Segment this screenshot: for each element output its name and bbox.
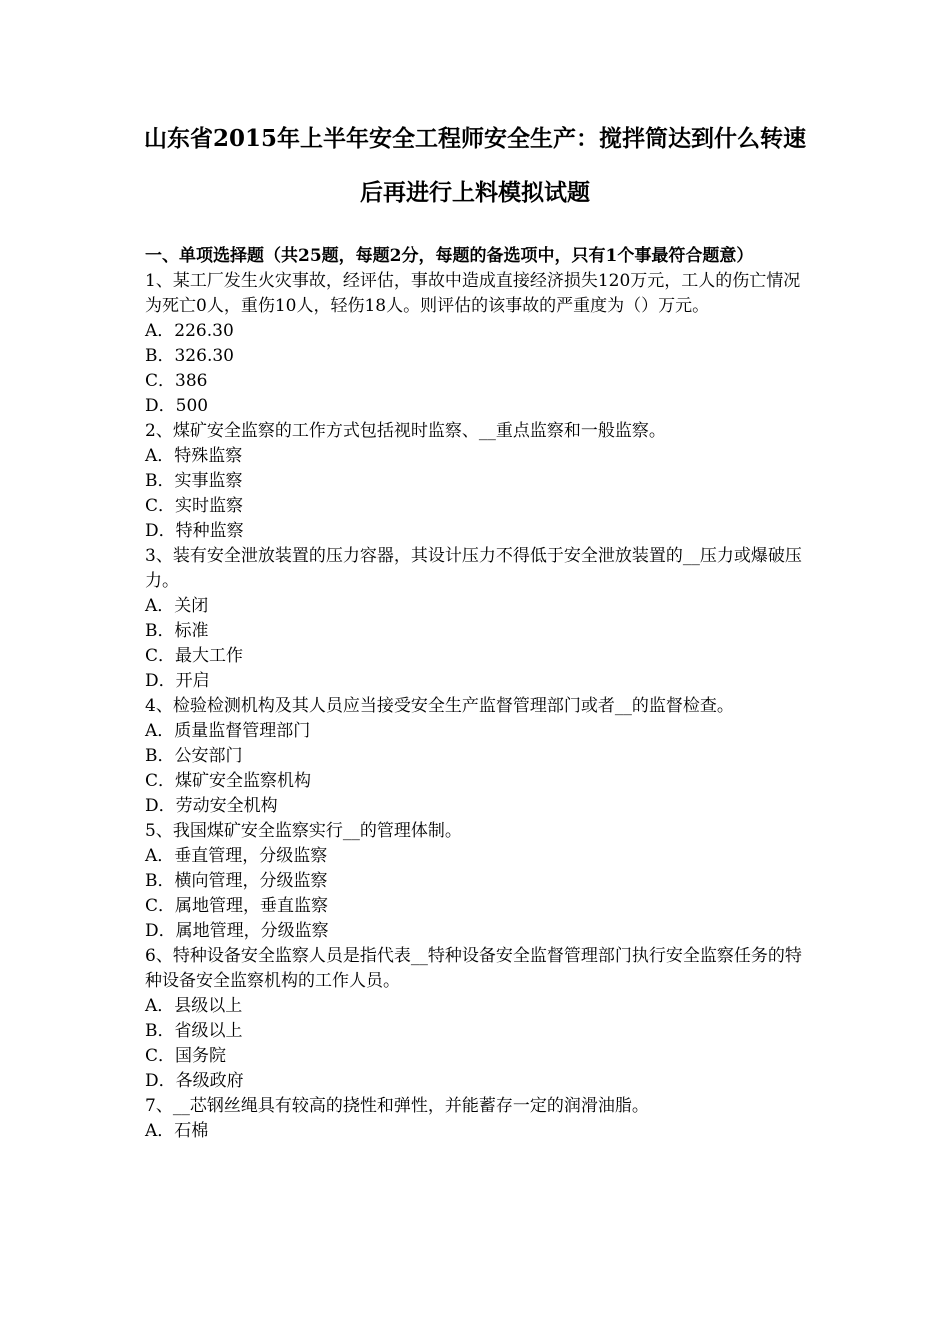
answer-option: B．实事监察 <box>145 471 243 491</box>
answer-option: B．省级以上 <box>145 1021 243 1041</box>
answer-option: B．横向管理，分级监察 <box>145 871 328 891</box>
answer-option: D．开启 <box>145 671 210 691</box>
answer-option: A．226.30 <box>145 321 234 341</box>
question-block <box>145 694 811 819</box>
answer-option: D．500 <box>145 396 209 416</box>
question-list <box>145 269 811 1144</box>
answer-option: B．公安部门 <box>145 746 243 766</box>
answer-option: A．质量监督管理部门 <box>145 721 311 741</box>
document-body <box>145 244 811 1144</box>
answer-option: A．垂直管理，分级监察 <box>145 846 328 866</box>
question-block <box>145 1094 811 1144</box>
question-text: 5、我国煤矿安全监察实行__的管理体制。 <box>145 821 462 841</box>
answer-option: C．386 <box>145 371 208 391</box>
question-text: 6、特种设备安全监察人员是指代表__特种设备安全监督管理部门执行安全监察任务的特种设备安全监察机构的工作人员。 <box>145 946 802 991</box>
answer-option: A．特殊监察 <box>145 446 243 466</box>
answer-option: D．各级政府 <box>145 1071 244 1091</box>
section-heading: 一、单项选择题（共25题，每题2分，每题的备选项中，只有1个事最符合题意） <box>145 246 754 266</box>
question-text: 2、煤矿安全监察的工作方式包括视时监察、__重点监察和一般监察。 <box>145 421 666 441</box>
answer-option: C．国务院 <box>145 1046 227 1066</box>
answer-option: C．实时监察 <box>145 496 244 516</box>
answer-option: B．326.30 <box>145 346 234 366</box>
answer-option: C．最大工作 <box>145 646 244 666</box>
question-block <box>145 819 811 944</box>
question-block <box>145 544 811 694</box>
answer-option: C．煤矿安全监察机构 <box>145 771 312 791</box>
question-text: 7、__芯钢丝绳具有较高的挠性和弹性，并能蓄存一定的润滑油脂。 <box>145 1096 649 1116</box>
answer-option: B．标准 <box>145 621 209 641</box>
answer-option: A．石棉 <box>145 1121 209 1141</box>
document-title: 山东省2015年上半年安全工程师安全生产：搅拌筒达到什么转速后再进行上料模拟试题 <box>143 125 806 206</box>
question-text: 3、装有安全泄放装置的压力容器，其设计压力不得低于安全泄放装置的__压力或爆破压力。 <box>145 546 802 591</box>
answer-option: A．关闭 <box>145 596 209 616</box>
answer-option: D．特种监察 <box>145 521 244 541</box>
question-text: 4、检验检测机构及其人员应当接受安全生产监督管理部门或者__的监督检查。 <box>145 696 734 716</box>
question-text: 1、某工厂发生火灾事故，经评估，事故中造成直接经济损失120万元，工人的伤亡情况为死亡0人，重伤10人，轻伤18人。则评估的该事故的严重度为（）万元。 <box>145 271 801 316</box>
question-block <box>145 419 811 544</box>
answer-option: C．属地管理，垂直监察 <box>145 896 329 916</box>
question-block <box>145 944 811 1094</box>
answer-option: A．县级以上 <box>145 996 243 1016</box>
answer-option: D．劳动安全机构 <box>145 796 278 816</box>
question-block <box>145 269 811 419</box>
answer-option: D．属地管理，分级监察 <box>145 921 329 941</box>
